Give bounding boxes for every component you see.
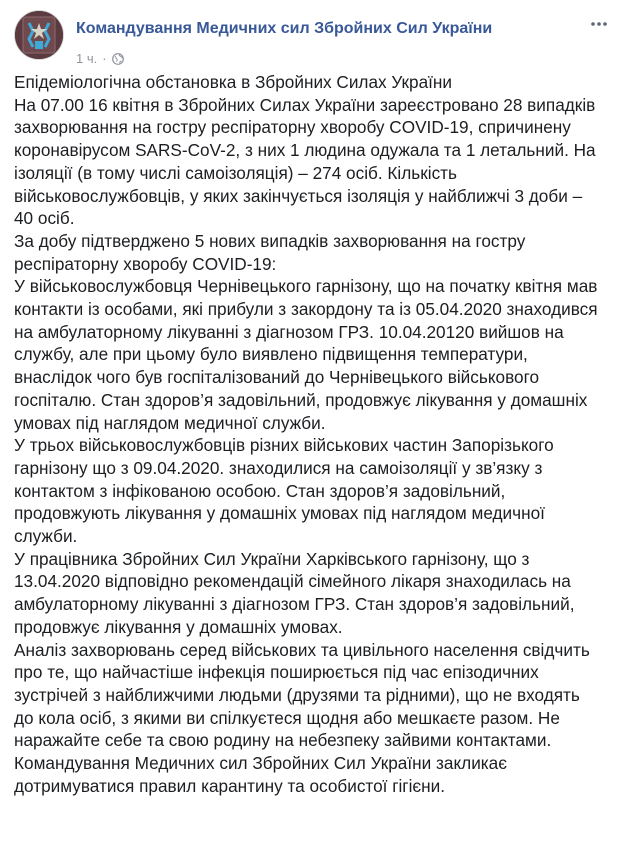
post-text-line: На 07.00 16 квітня в Збройних Силах України зареєстровано 28 випадків — [14, 94, 596, 115]
post-text-line: служби. — [14, 526, 78, 547]
post-text-line: зустрічей з найближчими людьми (друзями та рідними), що не входять — [14, 684, 580, 705]
post-text-line: службу, але при цьому було виявлено підвищення температури, — [14, 344, 528, 365]
post-text-line: У військовослужбовця Чернівецького гарнізону, що на початку квітня мав — [14, 276, 598, 297]
post-text-line: внаслідок чого був госпіталізований до Чернівецького військового — [14, 367, 540, 388]
post-text-line: до кола осіб, з якими ви спілкуєтеся щодня або мешкаєте разом. Не — [14, 707, 560, 728]
post-text-line: амбулаторному лікуванні з діагнозом ГРЗ. Стан здоров’я задовільний, — [14, 594, 575, 615]
post-text-line: Командування Медичних сил Збройних Сил України закликає — [14, 753, 508, 774]
post-text-line: захворювання на гостру респіраторну хворобу COVID-19, спричинену — [14, 117, 571, 138]
post-text-line: За добу підтверджено 5 нових випадків захворювання на гостру — [14, 230, 526, 251]
globe-icon — [112, 53, 124, 65]
unit-emblem-avatar — [15, 11, 63, 59]
post-text-line: на амбулаторному лікуванні з діагнозом ГРЗ. 10.04.20120 вийшов на — [14, 321, 564, 342]
post-text-line: гарнізону що з 09.04.2020. знаходилися на самоізоляції у зв’язку з — [14, 457, 543, 478]
post-text-line: Епідеміологічна обстановка в Збройних Силах України — [14, 72, 453, 92]
post-text-line: дотримуватися правил карантину та особистої гігієни. — [14, 775, 446, 796]
post-text-line: військовослужбовців, у яких закінчується ізоляція у найближчі 3 доби – — [14, 185, 583, 206]
post-text-line: госпіталю. Стан здоров’я задовільний, продовжує лікування у домашніх — [14, 389, 588, 410]
post-header — [14, 10, 609, 70]
post-meta — [76, 51, 124, 66]
post-text-line: У працівника Збройних Сил України Харківського гарнізону, що з — [14, 548, 530, 569]
post-text-line: контактом з інфікованою особою. Стан здоров’я задовільний, — [14, 480, 506, 501]
post-text-line: продовжує лікування у домашніх умовах. — [14, 616, 343, 637]
post-text-line: контакти із особами, які прибули з закордону та із 05.04.2020 знаходився — [14, 299, 598, 320]
page-avatar[interactable] — [14, 10, 64, 60]
post-text-line: наражайте себе та свою родину на небезпеку зайвими контактами. — [14, 730, 552, 751]
post-text-line: про те, що найчастіше інфекція поширюється під час епізодичних — [14, 662, 539, 683]
meta-separator: · — [102, 51, 107, 66]
post-text-line: Аналіз захворювань серед військових та цивільного населення свідчить — [14, 639, 590, 660]
post-timestamp[interactable]: 1 ч. — [76, 51, 98, 66]
more-options-icon[interactable] — [589, 14, 609, 34]
post-text-line: продовжують лікування у домашніх умовах під наглядом медичної — [14, 503, 545, 524]
post-body-text — [14, 71, 610, 798]
post-text-line: У трьох військовослужбовців різних військових частин Запорізького — [14, 435, 554, 456]
post-author-name[interactable]: Командування Медичних сил Збройних Сил України — [76, 20, 493, 37]
post-text-line: коронавірусом SARS-CoV-2, з них 1 людина одужала та 1 летальний. На — [14, 140, 596, 161]
post-text-line: ізоляції (в тому числі самоізоляція) – 274 осіб. Кількість — [14, 162, 457, 183]
post-text-line: 13.04.2020 відповідно рекомендацій сімейного лікаря знаходилась на — [14, 571, 571, 592]
post-text-line: умовах під наглядом медичної служби. — [14, 412, 326, 433]
post-text-line: респіраторну хворобу COVID-19: — [14, 253, 277, 274]
post-text-line: 40 осіб. — [14, 208, 75, 229]
